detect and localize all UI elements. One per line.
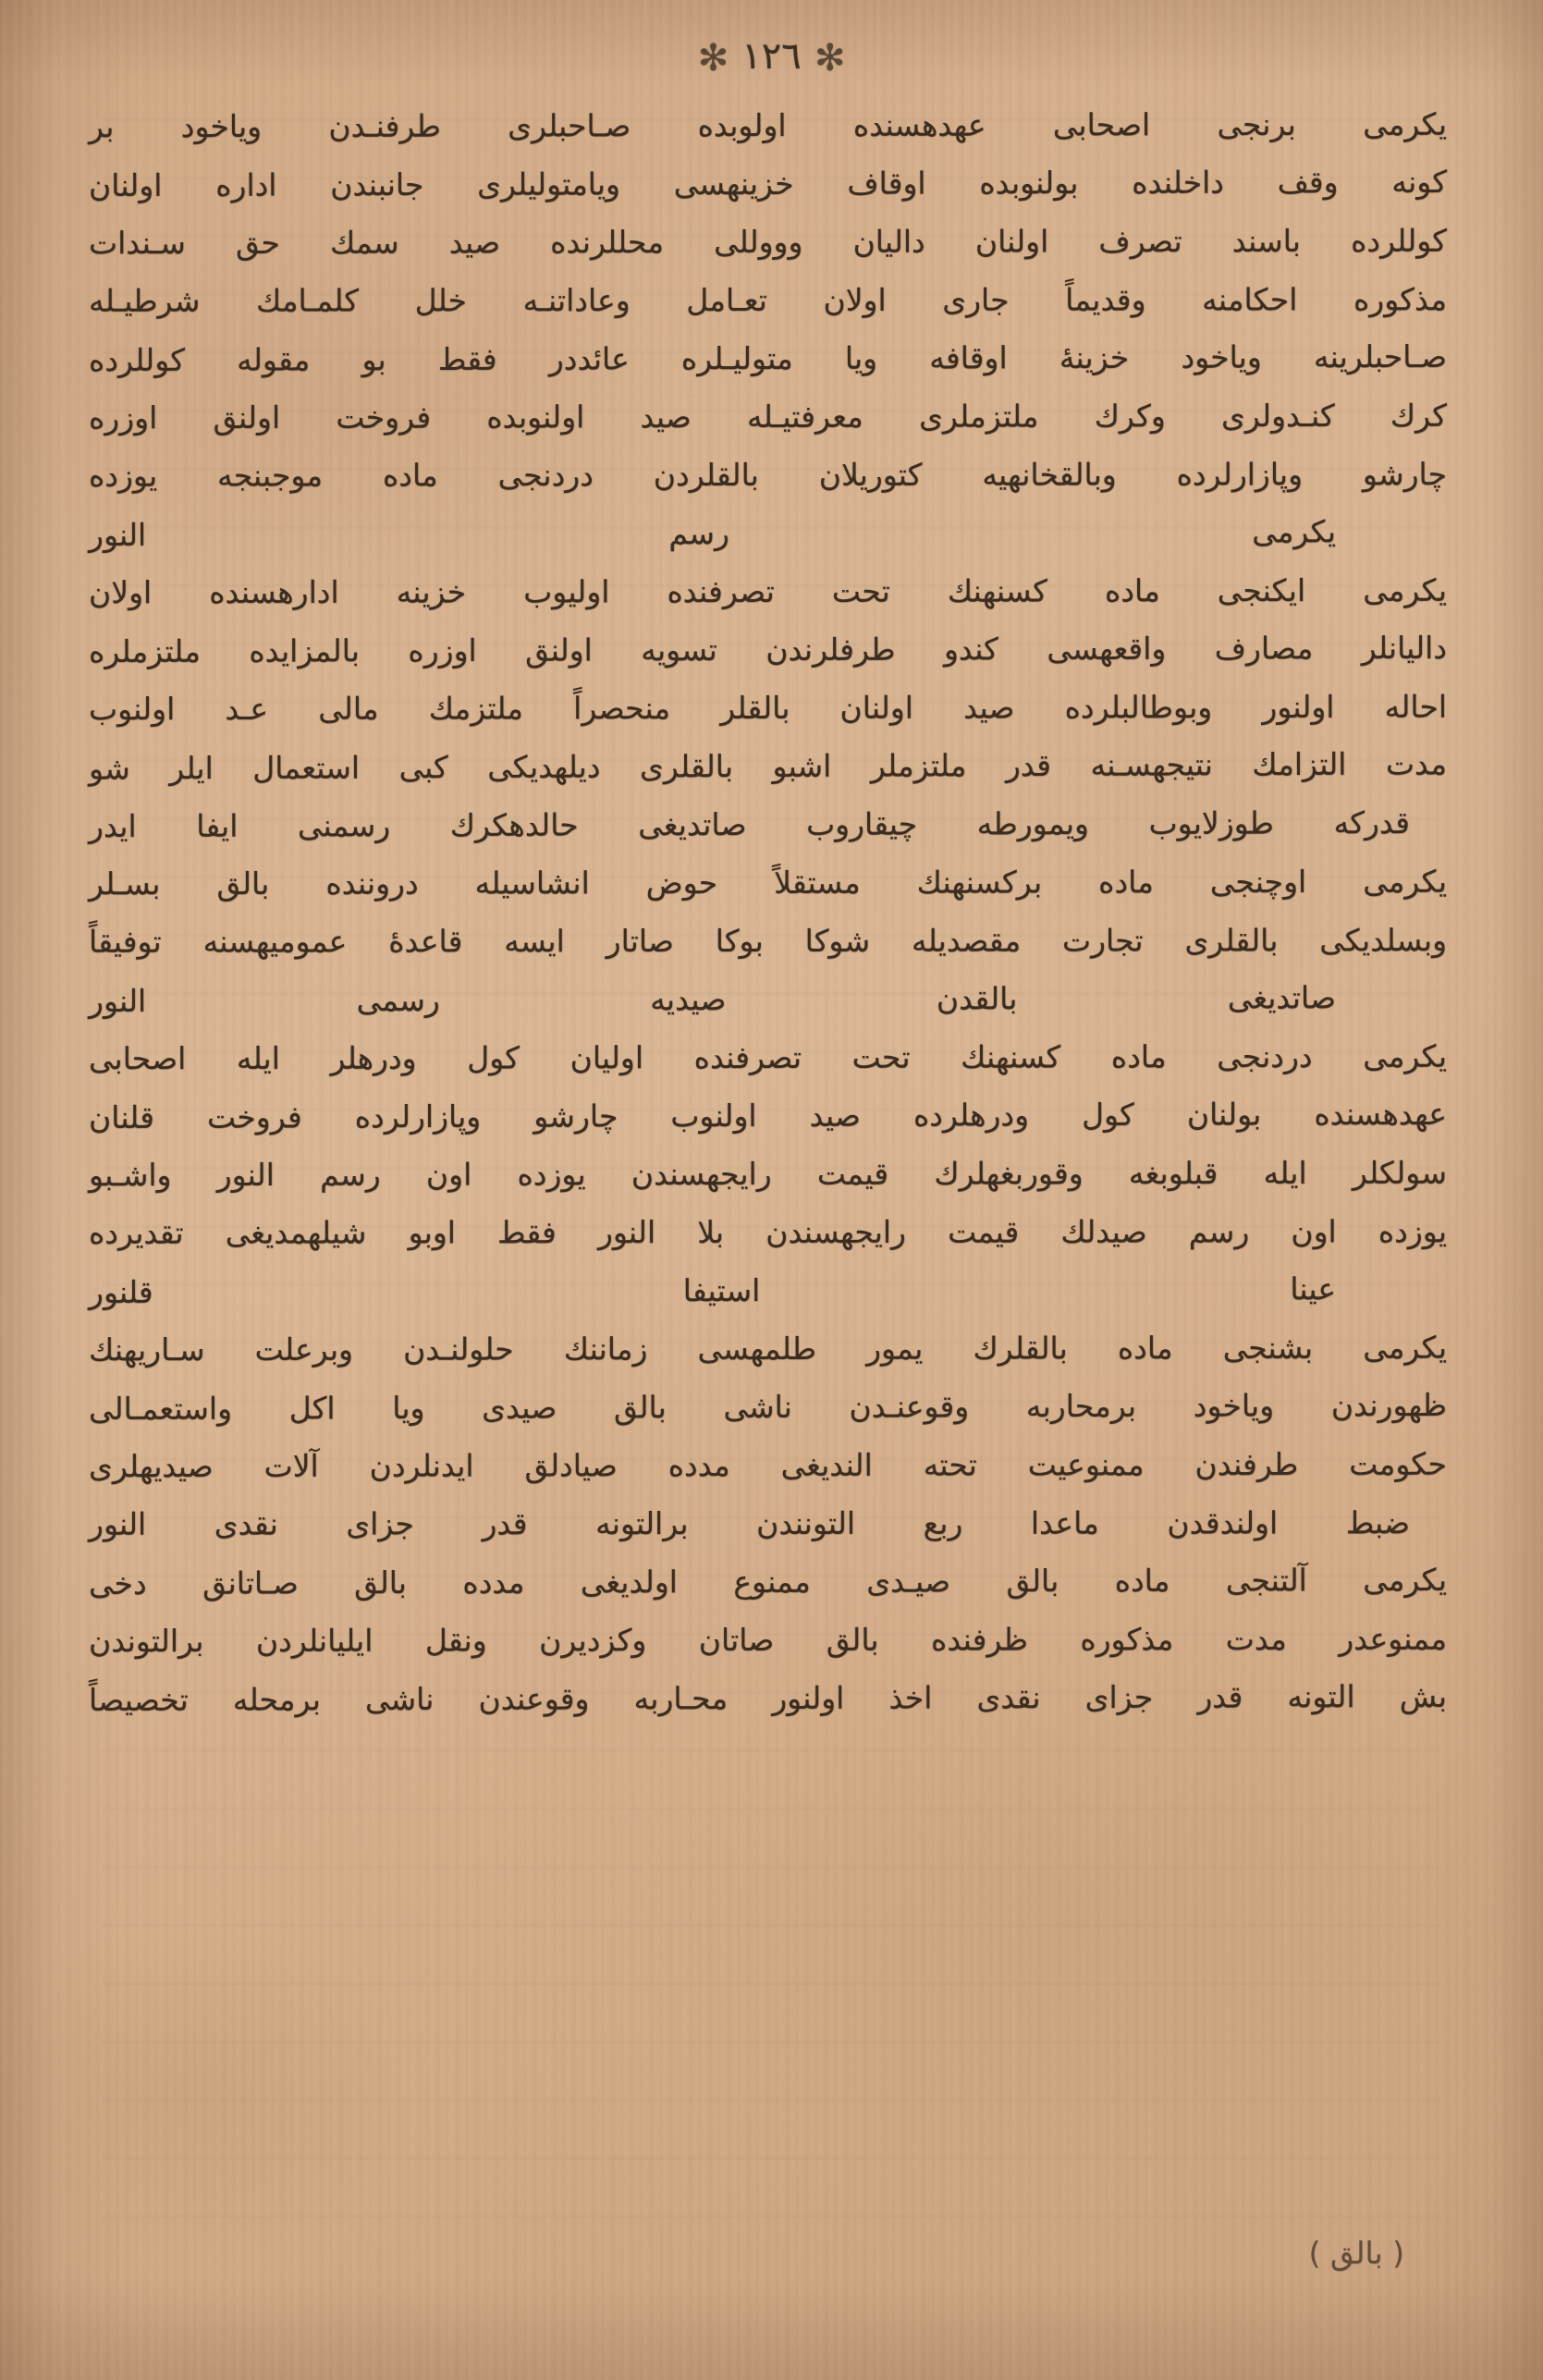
- text-line: سولکلر ایله قبلوبغه وقوربغهلرك قیمت رایجهسندن یوزده اون رسم النور واشـبو: [88, 1154, 1448, 1194]
- text-line: کرك كنـدولری وکرك ملتزملری معرفتیـله صید اولنوبده فروخت اولنق اوزره: [88, 397, 1448, 436]
- article-heading-line: یکرمی ایکنجی ماده کسنهنك تحت تصرفنده اولیوب خزینه ادارهسنده اولان: [88, 571, 1448, 611]
- page-number: ١٢٦: [741, 35, 802, 78]
- text-line: چارشو وپازارلرده وبالقخانهیه کتوریلان بالقلردن دردنجی ماده موجبنجه یوزده: [88, 456, 1448, 494]
- text-line: احاله اولنور وبوطالبلرده صید اولنان بالقلر منحصراً ملتزمك مالی عـد اولنوب: [88, 688, 1448, 728]
- article-heading-line: یکرمی اوچنجی ماده برکسنهنك مستقلاً حوض انشاسیله دروننده بالق بسـلر: [88, 863, 1448, 902]
- text-line: مدت التزامك نتیجهسـنه قدر ملتزملر اشبو بالقلری دیلهدیکی کبی استعمال ایلر شو: [88, 745, 1448, 787]
- page-header: [0, 35, 1543, 78]
- article-heading-line: یکرمی آلتنجی ماده بالق صیـدی ممنوع اولدیغی مدده بالق صـاتانق دخی: [88, 1561, 1448, 1602]
- text-line: یکرمی رسم النور: [88, 513, 1337, 554]
- text-line: عینا استیفا قلنور: [88, 1270, 1337, 1311]
- text-line: ممنوعدر مدت مذکوره ظرفنده بالق صاتان وکزدیرن ونقل ایلیانلردن برالتوندن: [88, 1620, 1448, 1660]
- text-line: حکومت طرفندن ممنوعیت تحته الندیغی مدده صیادلق ایدنلردن آلات صیدیهلری: [88, 1445, 1448, 1485]
- text-line: صـاحبلرینه ویاخود خزینهٔ اوقافه ویا متولیـلره عائددر فقط بو مقوله کوللرده: [88, 337, 1448, 379]
- floral-ornament-icon: ✻: [814, 37, 846, 80]
- floral-ornament-icon: ✻: [697, 37, 729, 80]
- text-line: کونه وقف داخلنده بولنوبده اوقاف خزینهسی ویامتولیلری جانبندن اداره اولنان: [88, 163, 1448, 204]
- article-heading-line: یکرمی دردنجی ماده کسنهنك تحت تصرفنده اولیان کول ودرهلر ایله اصحابی: [88, 1037, 1448, 1077]
- text-line: یوزده اون رسم صیدلك قیمت رایجهسندن بلا النور فقط اوبو شیلهمدیغی تقدیرده: [88, 1213, 1448, 1251]
- text-line: دالیانلر مصارف واقعهسی کندو طرفلرندن تسویه اولنق اوزره بالمزایده ملتزملره: [88, 629, 1448, 670]
- text-line: یکرمی برنجی اصحابی عهدهسنده اولوبده صـاحبلری طرفنـدن ویاخود بر: [88, 105, 1448, 145]
- text-line: صاتدیغی بالقدن صیدیه رسمی النور: [88, 979, 1337, 1020]
- text-line: عهدهسنده بولنان کول ودرهلرده صید اولنوب چارشو وپازارلرده فروخت قلنان: [88, 1095, 1448, 1136]
- text-line: وبسلدیکی بالقلری تجارت مقصدیله شوکا بوکا صاتار ایسه قاعدهٔ عمومیهسنه توفیقاً: [88, 922, 1448, 960]
- text-line: ظهورندن ویاخود برمحاربه وقوعنـدن ناشی بالق صیدی ویا اکل واستعمـالی: [88, 1386, 1448, 1428]
- text-line: مذکوره احکامنه وقدیماً جاری اولان تعـامل وعاداتنـه خلل کلمـامك شرطیـله: [88, 281, 1448, 319]
- text-line: ضبط اولندقدن ماعدا ربع التونندن برالتونه قدر جزای نقدی النور: [88, 1504, 1411, 1542]
- text-line: بش التونه قدر جزای نقدی اخذ اولنور محـاربه وقوعندن ناشی برمحله تخصیصاً: [88, 1677, 1448, 1719]
- text-line: کوللرده باسند تصرف اولنان دالیان وووللی محللرنده صید سمك حق سـندات: [88, 222, 1448, 262]
- catchword: ( بالق ): [1308, 2235, 1404, 2271]
- text-line: قدرکه طوزلایوب ویمورطه چیقاروب صاتدیغی حالدهکرك رسمنی ایفا ایدر: [88, 804, 1411, 845]
- article-heading-line: یکرمی بشنجی ماده بالقلرك یمور طلمهسی زماننك حلولنـدن وبرعلت سـاریهنك: [88, 1329, 1448, 1368]
- text-body: [89, 96, 1447, 1727]
